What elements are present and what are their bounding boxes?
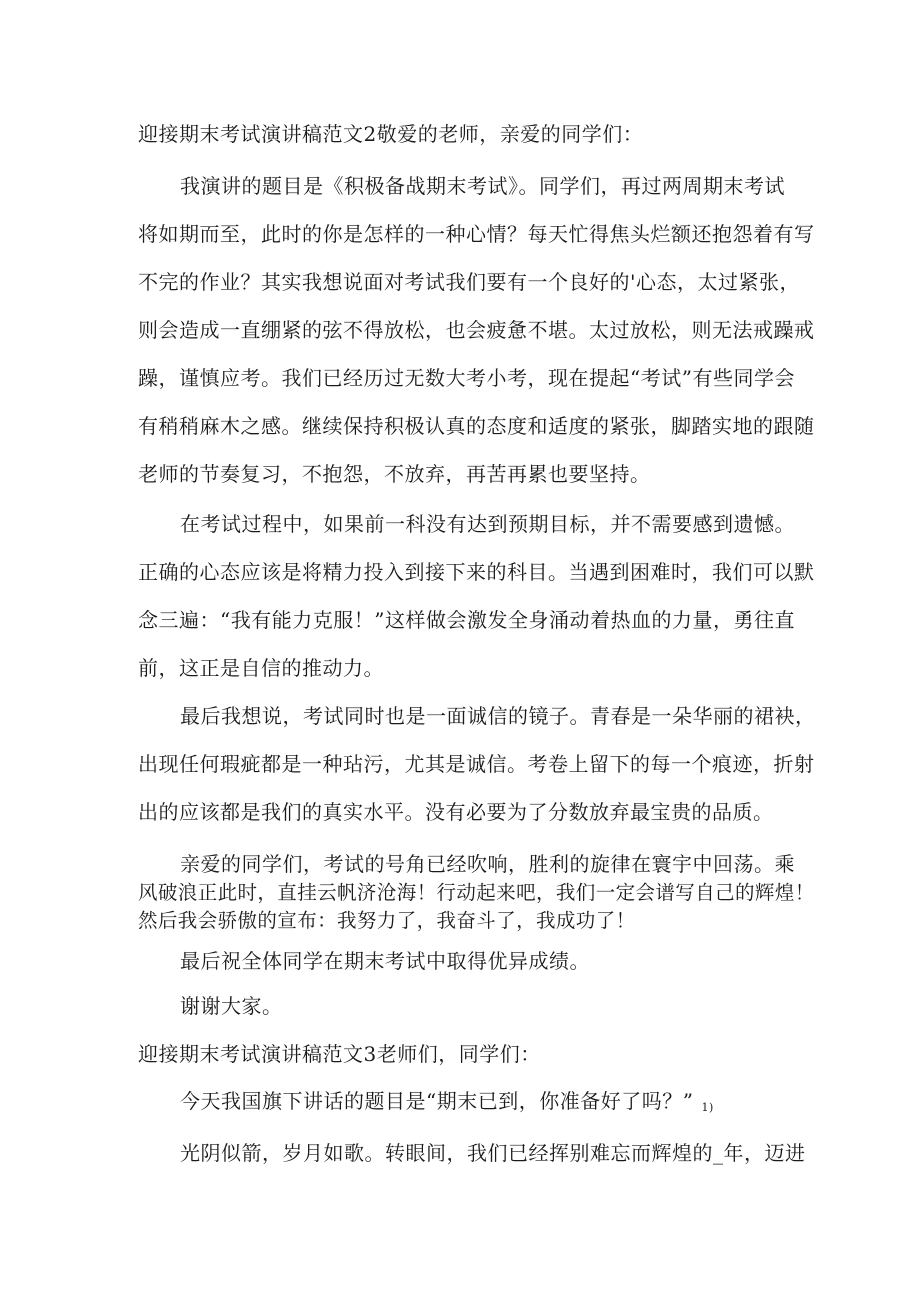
paragraph-7	[180, 1085, 920, 1114]
text-line: 将如期而至，此时的你是怎样的一种心情？每天忙得焦头烂额还抱怨着有写	[138, 222, 815, 246]
text-line: 老师的节奏复习，不抱怨，不放弃，再苦再累也要坚持。	[138, 462, 651, 486]
text-line: 我演讲的题目是《积极备战期末考试》。同学们，再过两周期末考试	[180, 174, 785, 198]
text-line: 风破浪正此时，直挂云帆济沧海！行动起来吧，我们一定会谱写自己的辉煌！	[138, 881, 815, 904]
text-line: 念三遍：“我有能力克服！”这样做会激发全身涌动着热血的力量，勇往直	[138, 608, 795, 632]
text-line: 正确的心态应该是将精力投入到接下来的科目。当遇到困难时，我们可以默	[138, 560, 815, 584]
paragraph-7-text: 今天我国旗下讲话的题目是“期末已到，你准备好了吗？”	[180, 1089, 694, 1113]
text-line: 出现任何瑕疵都是一种玷污，尤其是诚信。考卷上留下的每一个痕迹，折射	[138, 752, 815, 776]
text-line: 有稍稍麻木之感。继续保持积极认真的态度和适度的紧张，脚踏实地的跟随	[138, 414, 815, 438]
text-line: 躁，谨慎应考。我们已经历过无数大考小考，现在提起“考试”有些同学会	[138, 366, 795, 390]
text-line: 不完的作业？其实我想说面对考试我们要有一个良好的'心态，太过紧张，	[138, 270, 800, 294]
paragraph-6: 谢谢大家。	[180, 994, 283, 1018]
paragraph-5: 最后祝全体同学在期末考试中取得优异成绩。	[180, 949, 590, 973]
footnote-marker: 1)	[701, 1101, 714, 1114]
section-heading-2: 迎接期末考试演讲稿范文2敬爱的老师，亲爱的同学们：	[138, 122, 644, 146]
text-line: 亲爱的同学们，考试的号角已经吹响，胜利的旋律在寰宇中回荡。乘	[180, 852, 795, 876]
section-heading-3: 迎接期末考试演讲稿范文3老师们，同学们：	[138, 1042, 541, 1066]
text-line: 最后我想说，考试同时也是一面诚信的镜子。青春是一朵华丽的裙袂，	[180, 704, 816, 728]
text-line: 然后我会骄傲的宣布：我努力了，我奋斗了，我成功了！	[138, 909, 636, 932]
paragraph-8: 光阴似箭，岁月如歌。转眼间，我们已经挥别难忘而辉煌的_年，迈进	[180, 1141, 806, 1165]
text-line: 在考试过程中，如果前一科没有达到预期目标，并不需要感到遗憾。	[180, 512, 795, 536]
text-line: 则会造成一直绷紧的弦不得放松，也会疲惫不堪。太过放松，则无法戒躁戒	[138, 318, 815, 342]
text-line: 前，这正是自信的推动力。	[138, 656, 384, 680]
text-line: 出的应该都是我们的真实水平。没有必要为了分数放弃最宝贵的品质。	[138, 800, 774, 824]
